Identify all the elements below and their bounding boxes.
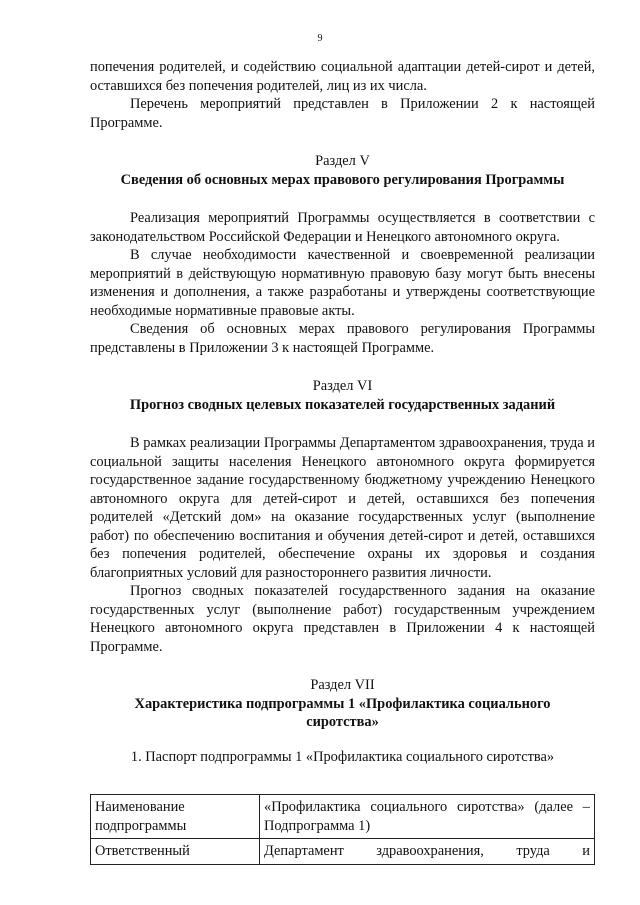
paragraph: В рамках реализации Программы Департаментом здравоохранения, труда и социальной защиты населения Ненецкого автономного округа формируется государственное задание государственному бюджетному учреждению Ненецкого автономного округа для детей-сирот и детей, оставшихся без попечения родителей «Детский дом» на оказание государственных услуг (выполнение работ) по обеспечению воспитания и обучения детей-сирот и детей, оставшихся без попечения родителей, обеспечение охраны их здоровья и создания благоприятных условий для разностороннего развития личности. — [90, 435, 595, 581]
section-label: Раздел VII — [310, 677, 375, 693]
section-title-line: сиротства» — [306, 714, 379, 730]
section-title: Прогноз сводных целевых показателей государственных заданий — [129, 396, 556, 413]
passport-table — [90, 794, 595, 865]
paragraph: Сведения об основных мерах правового регулирования Программы представлены в Приложении 3 к настоящей Программе. — [90, 321, 595, 356]
paragraph: В случае необходимости качественной и своевременной реализации мероприятий в действующую нормативную правовую базу могут быть внесены изменения и дополнения, а также разработаны и утверждены соответствующие необходимые нормативные правовые акты. — [90, 247, 595, 319]
subsection-heading: 1. Паспорт подпрограммы 1 «Профилактика социального сиротства» — [130, 748, 555, 765]
table-row — [91, 795, 595, 839]
table-cell-value: «Профилактика социального сиротства» (далее – Подпрограмма 1) — [260, 795, 595, 839]
table-cell-word: здравоохранения, — [376, 843, 484, 859]
table-row — [91, 839, 595, 865]
section-label: Раздел VI — [312, 378, 373, 394]
section-title: Сведения об основных мерах правового регулирования Программы — [120, 171, 565, 188]
paragraph: Реализация мероприятий Программы осуществляется в соответствии с законодательством Российской Федерации и Ненецкого автономного округа. — [90, 210, 595, 245]
table-cell-label: Ответственный — [91, 839, 260, 865]
table-cell-word: Департамент — [264, 843, 344, 859]
page-number: 9 — [317, 33, 323, 44]
table-cell-label: Наименование подпрограммы — [91, 795, 260, 839]
table-cell-word: и — [582, 843, 590, 859]
section-title — [90, 695, 595, 732]
table-cell-value — [260, 839, 595, 865]
section-label: Раздел V — [315, 153, 370, 169]
paragraph: Прогноз сводных показателей государственного задания на оказание государственных услуг (выполнение работ) государственным учреждением Ненецкого автономного округа представлен в Приложении 4 к настоящей Программе. — [90, 583, 595, 655]
paragraph: попечения родителей, и содействию социальной адаптации детей-сирот и детей, оставшихся без попечения родителей, лиц из их числа. — [90, 59, 595, 94]
section-title-line: Характеристика подпрограммы 1 «Профилактика социального — [134, 695, 551, 712]
table-cell-word: труда — [516, 843, 550, 859]
document-body — [90, 58, 595, 865]
paragraph: Перечень мероприятий представлен в Приложении 2 к настоящей Программе. — [90, 96, 595, 131]
